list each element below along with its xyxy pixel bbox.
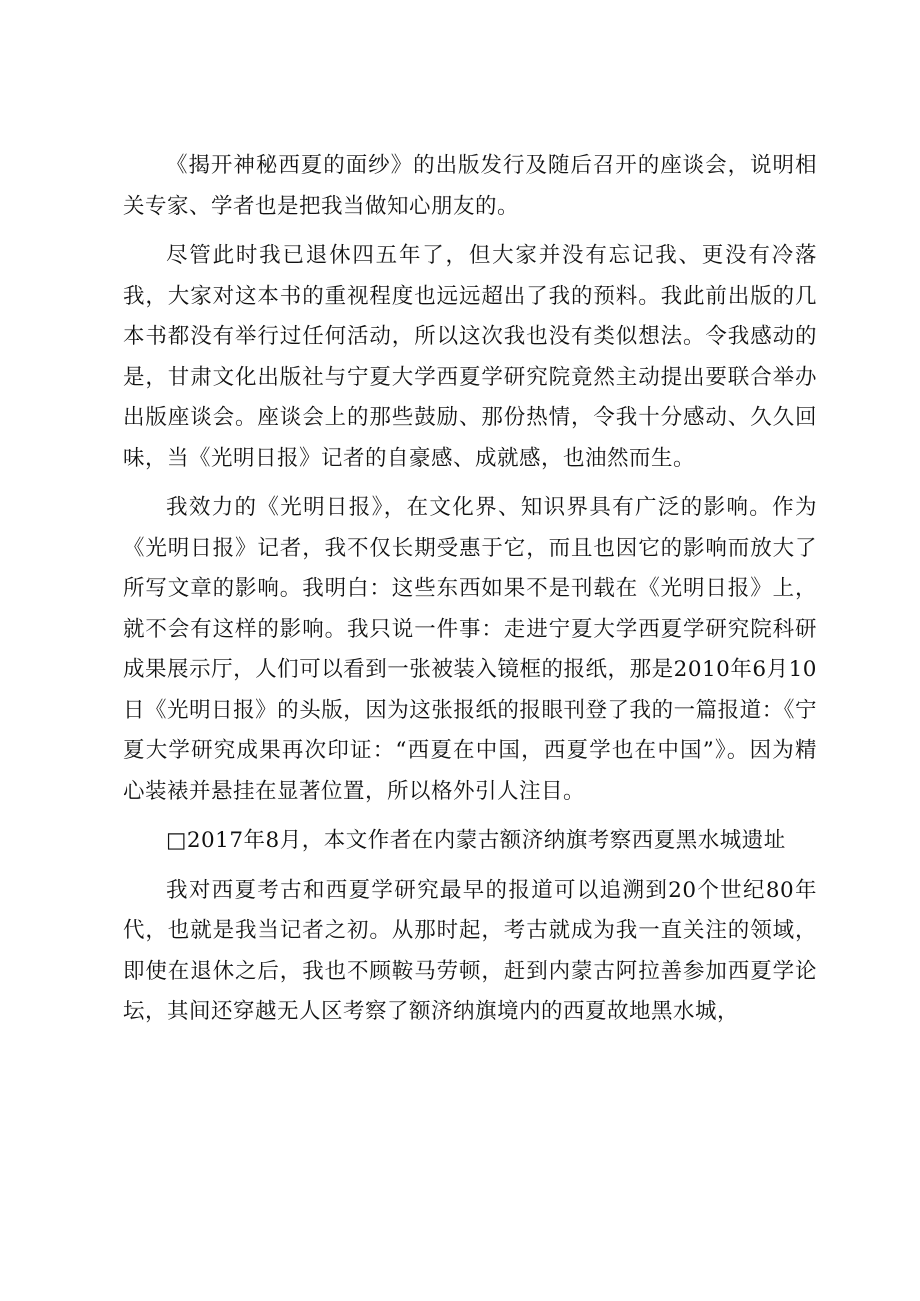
- paragraph-seminar-intro: 《揭开神秘西夏的面纱》的出版发行及随后召开的座谈会，说明相关专家、学者也是把我当做知心朋友的。: [123, 153, 817, 219]
- article-body: [123, 146, 817, 1042]
- paragraph-xixia-archaeology: 我对西夏考古和西夏学研究最早的报道可以追溯到20个世纪80年代，也就是我当记者之初。从那时起，考古就成为我一直关注的领域，即使在退休之后，我也不顾鞍马劳顿，赶到内蒙古阿拉善参加西夏学论坛，其间还穿越无人区考察了额济纳旗境内的西夏故地黑水城，: [123, 877, 817, 1024]
- paragraph-guangming-daily-influence: 我效力的《光明日报》，在文化界、知识界具有广泛的影响。作为《光明日报》记者，我不仅长期受惠于它，而且也因它的影响而放大了所写文章的影响。我明白：这些东西如果不是刊载在《光明日报》上，就不会有这样的影响。我只说一件事：走进宁夏大学西夏学研究院科研成果展示厅，人们可以看到一张被装入镜框的报纸，那是2010年6月10日《光明日报》的头版，因为这张报纸的报眼刊登了我的一篇报道：《宁夏大学研究成果再次印证：“西夏在中国，西夏学也在中国”》。因为精心装裱并悬挂在显著位置，所以格外引人注目。: [123, 495, 817, 804]
- paragraph-retirement-seminar: 尽管此时我已退休四五年了，但大家并没有忘记我、更没有冷落我，大家对这本书的重视程度也远远超出了我的预料。我此前出版的几本书都没有举行过任何活动，所以这次我也没有类似想法。令我感动的是，甘肃文化出版社与宁夏大学西夏学研究院竟然主动提出要联合举办出版座谈会。座谈会上的那些鼓励、那份热情，令我十分感动、久久回味，当《光明日报》记者的自豪感、成就感，也油然而生。: [123, 243, 817, 471]
- photo-caption: □2017年8月，本文作者在内蒙古额济纳旗考察西夏黑水城遗址: [166, 828, 786, 853]
